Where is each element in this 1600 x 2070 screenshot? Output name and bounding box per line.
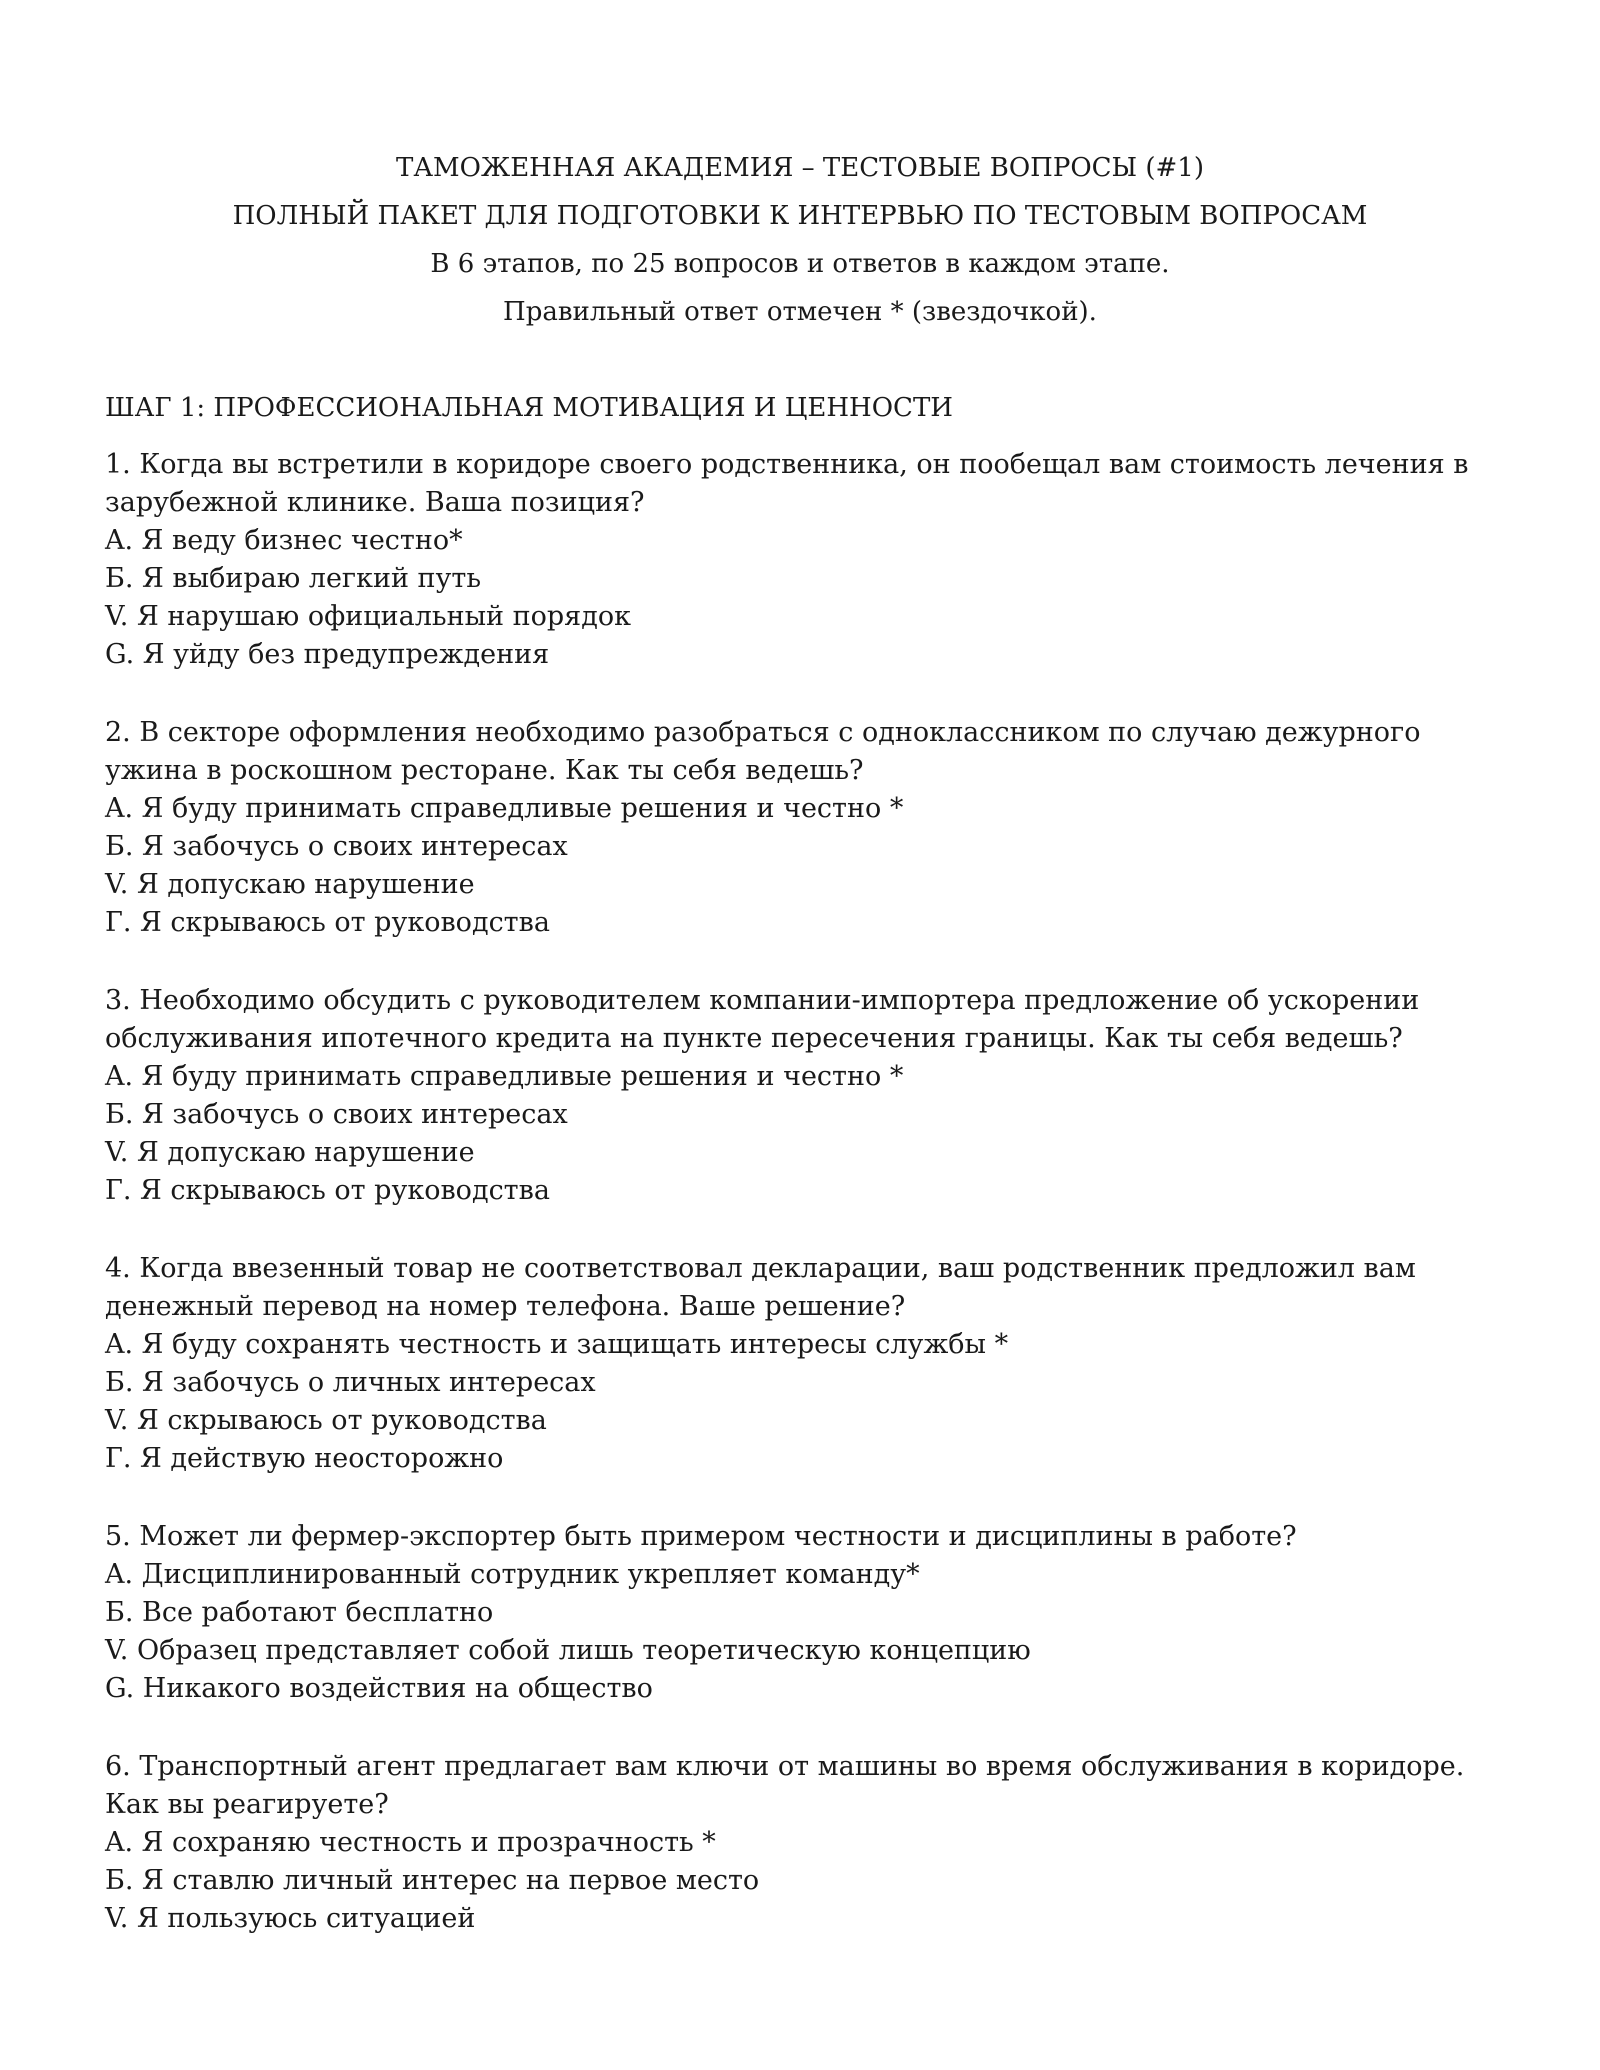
document-subtitle: ПОЛНЫЙ ПАКЕТ ДЛЯ ПОДГОТОВКИ К ИНТЕРВЬЮ ПО ТЕСТОВЫМ ВОПРОСАМ — [232, 201, 1368, 231]
question-text: 5. Может ли фермер-экспортер быть примером честности и дисциплины в работе? — [105, 1521, 1297, 1552]
question-2 — [105, 714, 1545, 942]
answer-option-a: A. Я буду сохранять честность и защищать интересы службы * — [105, 1329, 1009, 1360]
document-header — [0, 150, 1600, 342]
document-body — [105, 390, 1545, 1978]
question-5 — [105, 1518, 1545, 1708]
question-6 — [105, 1748, 1545, 1938]
answer-option-a: A. Я буду принимать справедливые решения и честно * — [105, 793, 904, 824]
answer-option-b: Б. Я забочусь о своих интересах — [105, 831, 568, 862]
question-text: 2. В секторе оформления необходимо разобраться с одноклассником по случаю дежурного ужина в роскошном ресторане. Как ты себя ведешь? — [105, 717, 1421, 786]
question-text: 3. Необходимо обсудить с руководителем компании-импортера предложение об ускорении обслуживания ипотечного кредита на пункте пересечения границы. Как ты себя ведешь? — [105, 985, 1420, 1054]
answer-option-v: V. Я скрываюсь от руководства — [105, 1405, 547, 1436]
answer-option-a: A. Я буду принимать справедливые решения и честно * — [105, 1061, 904, 1092]
step-title: ШАГ 1: ПРОФЕССИОНАЛЬНАЯ МОТИВАЦИЯ И ЦЕННОСТИ — [105, 393, 953, 423]
question-3 — [105, 982, 1545, 1210]
answer-option-b: Б. Я забочусь о личных интересах — [105, 1367, 596, 1398]
answer-option-a: A. Я веду бизнес честно* — [105, 525, 463, 556]
answer-option-v: V. Я пользуюсь ситуацией — [105, 1903, 476, 1934]
answer-option-v: V. Я нарушаю официальный порядок — [105, 601, 631, 632]
answer-option-b: Б. Все работают бесплатно — [105, 1597, 494, 1628]
question-1 — [105, 446, 1545, 674]
answer-option-v: V. Образец представляет собой лишь теоретическую концепцию — [105, 1635, 1031, 1666]
answer-option-g: Г. Я скрываюсь от руководства — [105, 1175, 550, 1206]
question-text: 6. Транспортный агент предлагает вам ключи от машины во время обслуживания в коридоре. Как вы реагируете? — [105, 1751, 1465, 1820]
document-stages-note: В 6 этапов, по 25 вопросов и ответов в каждом этапе. — [430, 249, 1170, 279]
answer-option-v: V. Я допускаю нарушение — [105, 1137, 475, 1168]
answer-option-g: Г. Я действую неосторожно — [105, 1443, 504, 1474]
answer-option-g: Г. Я скрываюсь от руководства — [105, 907, 550, 938]
question-text: 4. Когда ввезенный товар не соответствовал декларации, ваш родственник предложил вам денежный перевод на номер телефона. Ваше решение? — [105, 1253, 1416, 1322]
answer-option-b: Б. Я ставлю личный интерес на первое место — [105, 1865, 760, 1896]
answer-option-a: A. Дисциплинированный сотрудник укрепляет команду* — [105, 1559, 920, 1590]
answer-option-v: V. Я допускаю нарушение — [105, 869, 475, 900]
answer-option-b: Б. Я забочусь о своих интересах — [105, 1099, 568, 1130]
question-text: 1. Когда вы встретили в коридоре своего родственника, он пообещал вам стоимость лечения в зарубежной клинике. Ваша позиция? — [105, 449, 1469, 518]
answer-option-b: Б. Я выбираю легкий путь — [105, 563, 482, 594]
answer-option-g: G. Я уйду без предупреждения — [105, 639, 550, 670]
document-title: ТАМОЖЕННАЯ АКАДЕМИЯ – ТЕСТОВЫЕ ВОПРОСЫ (#1) — [396, 153, 1204, 183]
answer-option-g: G. Никакого воздействия на общество — [105, 1673, 653, 1704]
answer-option-a: A. Я сохраняю честность и прозрачность * — [105, 1827, 716, 1858]
document-answer-note: Правильный ответ отмечен * (звездочкой). — [503, 297, 1097, 327]
question-4 — [105, 1250, 1545, 1478]
